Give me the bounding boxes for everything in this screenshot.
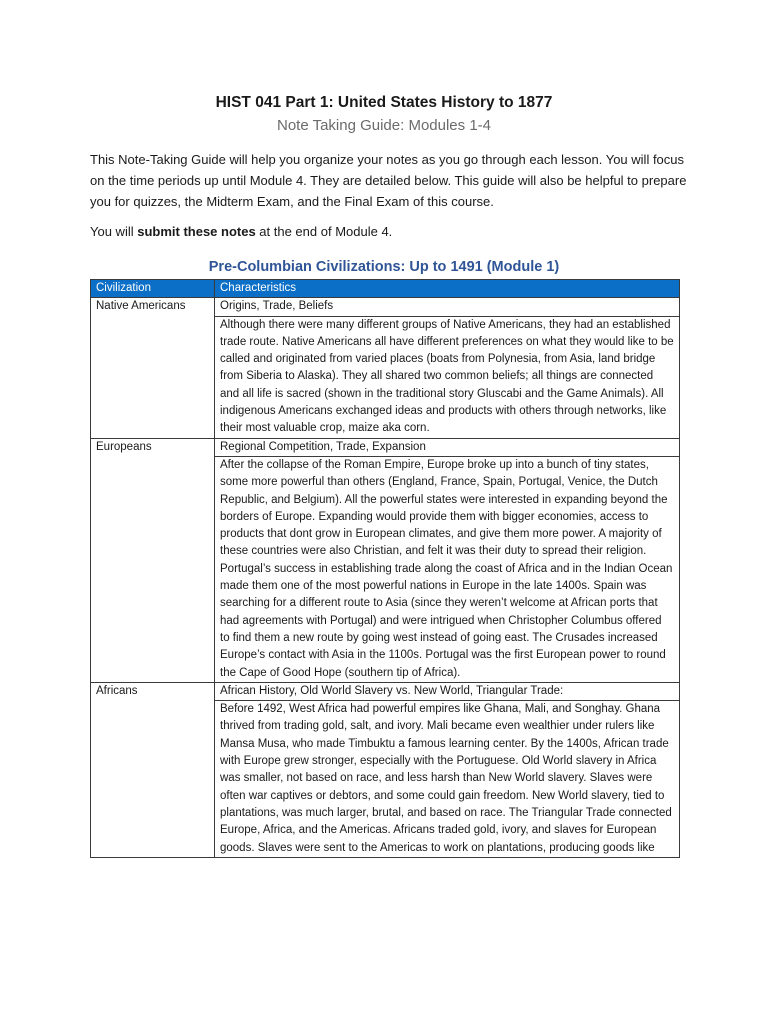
characteristics-topics: Regional Competition, Trade, Expansion [215,438,680,456]
submit-instructions [90,222,690,242]
section-title: Pre-Columbian Civilizations: Up to 1491 (Module 1) [208,259,560,275]
characteristics-notes: Before 1492, West Africa had powerful empires like Ghana, Mali, and Songhay. Ghana thrived from trading gold, salt, and ivory. Mali became even wealthier under rulers like Mansa Musa, who made Timbuktu a famous learning center. By the 1400s, African trade with Europe grew stronger, especially with the Portuguese. Old World slavery in Africa was smaller, not based on race, and less harsh than New World slavery. Slaves were often war captives or debtors, and some could gain freedom. New World slavery, tied to plantations, was much larger, brutal, and based on race. The Triangular Trade connected Europe, Africa, and the Americas. Africans traded gold, ivory, and slaves for European goods. Slaves were sent to the Americas to work on plantations, producing goods like [215,701,680,858]
civilization-name: Europeans [91,438,215,682]
characteristics-notes: After the collapse of the Roman Empire, Europe broke up into a bunch of tiny states, some more powerful than others (England, France, Spain, Portugal, Venice, the Dutch Republic, and Belgium). All the powerful states were interested in expanding beyond the borders of Europe. Expanding would provide them with bigger economies, access to products that dont grow in European climates, and give them more power. A majority of these countries were also Christian, and felt it was their duty to spread their religion. Portugal’s success in establishing trade along the coast of Africa and in the Indian Ocean made them one of the most powerful nations in Europe in the late 1400s. Spain was searching for a different route to Asia (since they weren’t welcome at African ports that had agreements with Portugal) and were intrigued when Christopher Columbus offered to find them a new route by going west instead of going east. The Crusades increased Europe’s contact with Asia in the 1100s. Portugal was the first European power to round the Cape of Good Hope (southern tip of Africa). [215,456,680,682]
column-header-civilization: Civilization [91,280,215,298]
intro-paragraph: This Note-Taking Guide will help you organize your notes as you go through each lesson. You will focus on the time periods up until Module 4. They are detailed below. This guide will also be helpful to prepare you for quizzes, the Midterm Exam, and the Final Exam of this course. [90,152,687,209]
submit-emphasis: submit these notes [137,224,256,239]
characteristics-topics: Origins, Trade, Beliefs [215,298,680,316]
column-header-characteristics: Characteristics [215,280,680,298]
characteristics-notes: Although there were many different groups of Native Americans, they had an established trade route. Native Americans all have different preferences on what they would like to be called and originated from varied places (boats from Polynesia, from Asia, land bridge from Siberia to Alaska). They all shared two common beliefs; all things are connected and all life is sacred (shown in the traditional story Gluscabi and the Game Animals). All indigenous Americans exchanged ideas and products with others through networks, like their most valuable crop, maize aka corn. [215,316,680,438]
submit-suffix: at the end of Module 4. [255,224,393,239]
civilization-name: Native Americans [91,298,215,438]
table-row [91,682,680,700]
document-subtitle: Note Taking Guide: Modules 1-4 [276,117,491,134]
table-row [91,438,680,456]
document-title: HIST 041 Part 1: United States History to 1877 [215,94,553,111]
table-row [91,298,680,316]
civilization-name: Africans [91,682,215,857]
table-header-row [91,280,680,298]
submit-prefix: You will [90,224,138,239]
civilizations-table [90,279,680,858]
characteristics-topics: African History, Old World Slavery vs. New World, Triangular Trade: [215,682,680,700]
